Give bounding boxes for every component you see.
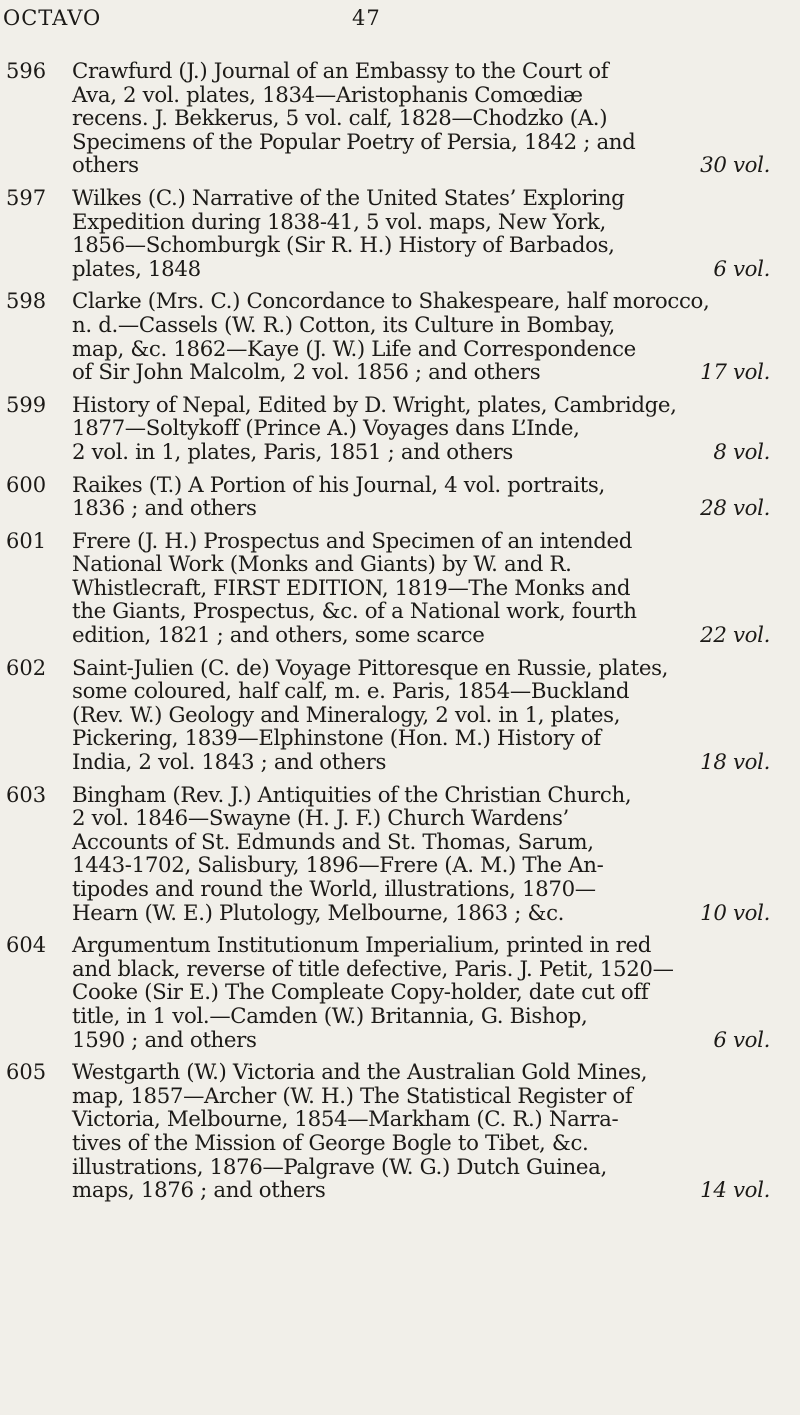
lot-number: 603 (6, 782, 47, 807)
lot-description (72, 934, 770, 1052)
volume-count: 30 vol. (700, 153, 770, 179)
lot-description (72, 290, 770, 384)
description-line: 2 vol. 1846—Swayne (H. J. F.) Church Wardens’ (72, 806, 569, 832)
description-line: the Giants, Prospectus, &c. of a National work, fourth (72, 599, 637, 625)
description-line: National Work (Monks and Giants) by W. and R. (72, 552, 572, 578)
volume-count: 17 vol. (700, 360, 770, 386)
description-line: 1856—Schomburgk (Sir R. H.) History of Barbados, (72, 233, 615, 259)
description-line: 1877—Soltykoff (Prince A.) Voyages dans L’Inde, (72, 416, 580, 442)
lot-description (72, 530, 770, 648)
description-line: Clarke (Mrs. C.) Concordance to Shakespeare, half morocco, (72, 289, 710, 315)
lot-number: 602 (6, 655, 47, 680)
description-line: Argumentum Institutionum Imperialium, printed in red (72, 933, 651, 959)
description-line-end: Hearn (W. E.) Plutology, Melbourne, 1863 ; &c. (72, 900, 565, 926)
description-line: Crawfurd (J.) Journal of an Embassy to the Court of (72, 59, 609, 84)
description-last-line (72, 361, 770, 385)
running-head: OCTAVO (3, 6, 102, 30)
description-line: Accounts of St. Edmunds and St. Thomas, Sarum, (72, 829, 594, 855)
lot-number: 604 (6, 933, 47, 958)
lot-number: 598 (6, 289, 47, 314)
description-last-line (72, 1029, 770, 1053)
lot-entry (0, 474, 800, 521)
description-line: Westgarth (W.) Victoria and the Australian Gold Mines, (72, 1060, 648, 1086)
volume-count: 6 vol. (713, 256, 770, 282)
lot-number: 605 (6, 1060, 47, 1085)
description-line: illustrations, 1876—Palgrave (W. G.) Dutch Guinea, (72, 1154, 607, 1180)
description-line: 1443-1702, Salisbury, 1896—Frere (A. M.) The An- (72, 853, 604, 879)
volume-count: 6 vol. (713, 1027, 770, 1053)
description-line-end: 2 vol. in 1, plates, Paris, 1851 ; and others (72, 439, 513, 465)
lot-number: 600 (6, 472, 47, 497)
description-line: Pickering, 1839—Elphinstone (Hon. M.) History of (72, 726, 601, 752)
description-line: Expedition during 1838-41, 5 vol. maps, New York, (72, 209, 606, 235)
lot-description (72, 784, 770, 926)
lot-number: 597 (6, 185, 47, 210)
lot-description (72, 657, 770, 775)
description-last-line (72, 624, 770, 648)
description-line-end: others (72, 153, 139, 179)
description-line: recens. J. Bekkerus, 5 vol. calf, 1828—Chodzko (A.) (72, 106, 608, 132)
description-line-end: edition, 1821 ; and others, some scarce (72, 623, 485, 649)
lot-entry (0, 187, 800, 281)
lot-description (72, 60, 770, 178)
description-line: Frere (J. H.) Prospectus and Specimen of an intended (72, 528, 633, 554)
description-line: Victoria, Melbourne, 1854—Markham (C. R.) Narra- (72, 1107, 619, 1133)
description-line: map, &c. 1862—Kaye (J. W.) Life and Correspondence (72, 336, 636, 362)
description-line-end: India, 2 vol. 1843 ; and others (72, 750, 387, 776)
lot-description (72, 474, 770, 521)
description-line: History of Nepal, Edited by D. Wright, plates, Cambridge, (72, 392, 677, 418)
description-last-line (72, 1179, 770, 1203)
description-last-line (72, 441, 770, 465)
description-line: n. d.—Cassels (W. R.) Cotton, its Culture in Bombay, (72, 312, 615, 338)
description-line-end: of Sir John Malcolm, 2 vol. 1856 ; and others (72, 360, 541, 386)
page-number: 47 (352, 6, 381, 30)
description-last-line (72, 497, 770, 521)
description-line-end: 1590 ; and others (72, 1027, 257, 1053)
lot-entry (0, 60, 800, 178)
description-last-line (72, 902, 770, 926)
lot-entry (0, 784, 800, 926)
description-line-end: 1836 ; and others (72, 496, 257, 522)
lot-entry (0, 290, 800, 384)
lot-entry (0, 657, 800, 775)
lot-number: 599 (6, 392, 47, 417)
description-line: tipodes and round the World, illustrations, 1870— (72, 877, 596, 902)
lot-number: 601 (6, 528, 47, 553)
description-line: Specimens of the Popular Poetry of Persia, 1842 ; and (72, 129, 636, 155)
description-line: title, in 1 vol.—Camden (W.) Britannia, G. Bishop, (72, 1003, 588, 1029)
volume-count: 8 vol. (713, 439, 770, 465)
lot-description (72, 1061, 770, 1203)
description-line: some coloured, half calf, m. e. Paris, 1854—Buckland (72, 679, 630, 705)
description-line: Bingham (Rev. J.) Antiquities of the Christian Church, (72, 782, 632, 808)
page-header (0, 6, 800, 40)
description-line: Ava, 2 vol. plates, 1834—Aristophanis Comœdiæ (72, 82, 583, 108)
lot-entry (0, 1061, 800, 1203)
description-line-end: plates, 1848 (72, 256, 201, 282)
lot-number: 596 (6, 59, 47, 83)
description-line: and black, reverse of title defective, Paris. J. Petit, 1520— (72, 956, 674, 982)
description-line: Saint-Julien (C. de) Voyage Pittoresque en Russie, plates, (72, 655, 669, 681)
description-line: map, 1857—Archer (W. H.) The Statistical Register of (72, 1083, 633, 1109)
description-line-end: maps, 1876 ; and others (72, 1178, 326, 1204)
volume-count: 28 vol. (700, 496, 770, 522)
description-line: Wilkes (C.) Narrative of the United States’ Exploring (72, 185, 625, 211)
lot-entry (0, 394, 800, 465)
volume-count: 18 vol. (700, 750, 770, 776)
description-line: Raikes (T.) A Portion of his Journal, 4 vol. portraits, (72, 472, 605, 498)
volume-count: 10 vol. (700, 900, 770, 926)
lot-entry (0, 530, 800, 648)
description-last-line (72, 751, 770, 775)
description-last-line (72, 258, 770, 282)
description-line: Whistlecraft, FIRST EDITION, 1819—The Monks and (72, 575, 631, 601)
lot-entry (0, 934, 800, 1052)
lot-description (72, 187, 770, 281)
description-line: Cooke (Sir E.) The Compleate Copy-holder, date cut off (72, 980, 649, 1006)
description-line: tives of the Mission of George Bogle to Tibet, &c. (72, 1130, 589, 1156)
description-line: (Rev. W.) Geology and Mineralogy, 2 vol. in 1, plates, (72, 702, 621, 728)
lot-description (72, 394, 770, 465)
volume-count: 22 vol. (700, 623, 770, 649)
description-last-line (72, 154, 770, 178)
lot-list (0, 60, 800, 1212)
volume-count: 14 vol. (700, 1178, 770, 1204)
